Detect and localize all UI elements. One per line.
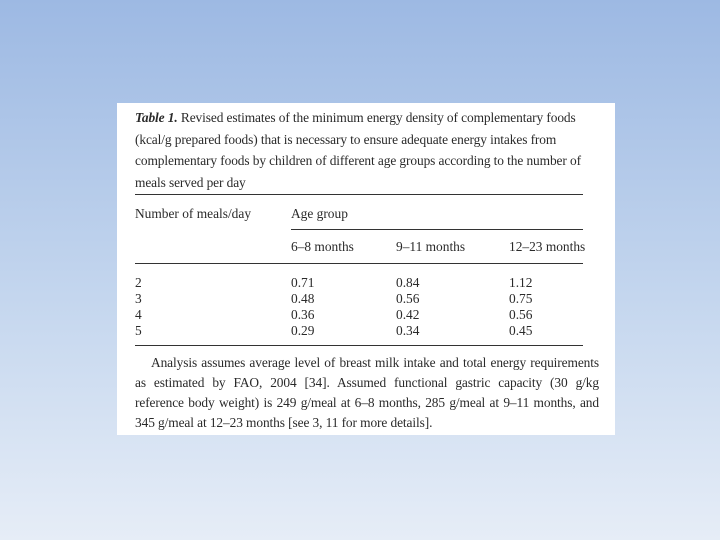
table-cell: 0.36 (291, 307, 315, 322)
row-meals: 3 (135, 291, 142, 306)
table-footnote: Analysis assumes average level of breast milk intake and total energy requirements as estimated by FAO, 2004 [34]. Assumed functional gastric capacity (30 g/kg reference body weight) is 249 g/meal at 6–8 months, 285 g/meal at 9–11 months, and 345 g/meal at 12–23 months [see 3, 11 for more details]. (135, 355, 599, 430)
table-cell: 0.42 (396, 307, 420, 322)
row-meals: 4 (135, 307, 142, 322)
table-cell: 0.84 (396, 275, 420, 290)
table-caption-text: Revised estimates of the minimum energy density of complementary foods (kcal/g prepared foods) that is necessary to ensure adequate energy intakes from complementary foods by children of different age groups according to the number of meals served per day (135, 110, 581, 190)
row-header: Number of meals/day (135, 206, 252, 221)
column-header-12-23: 12–23 months (509, 239, 586, 254)
group-rule (291, 229, 583, 230)
table-cell: 0.29 (291, 323, 315, 338)
table-cell: 0.45 (509, 323, 533, 338)
row-meals: 2 (135, 275, 142, 290)
table-cell: 0.71 (291, 275, 315, 290)
table-caption (135, 107, 605, 193)
table-cell: 0.56 (509, 307, 533, 322)
row-meals: 5 (135, 323, 142, 338)
table-cell: 0.34 (396, 323, 420, 338)
top-rule (135, 194, 583, 195)
table-cell: 0.48 (291, 291, 315, 306)
header-rule (135, 263, 583, 264)
group-header: Age group (291, 206, 348, 221)
table-image (117, 103, 615, 435)
table-cell: 0.56 (396, 291, 420, 306)
bottom-rule (135, 345, 583, 346)
table-label: Table 1. (135, 110, 178, 125)
table-cell: 1.12 (509, 275, 533, 290)
column-header-6-8: 6–8 months (291, 239, 354, 254)
table-cell: 0.75 (509, 291, 533, 306)
column-header-9-11: 9–11 months (396, 239, 466, 254)
